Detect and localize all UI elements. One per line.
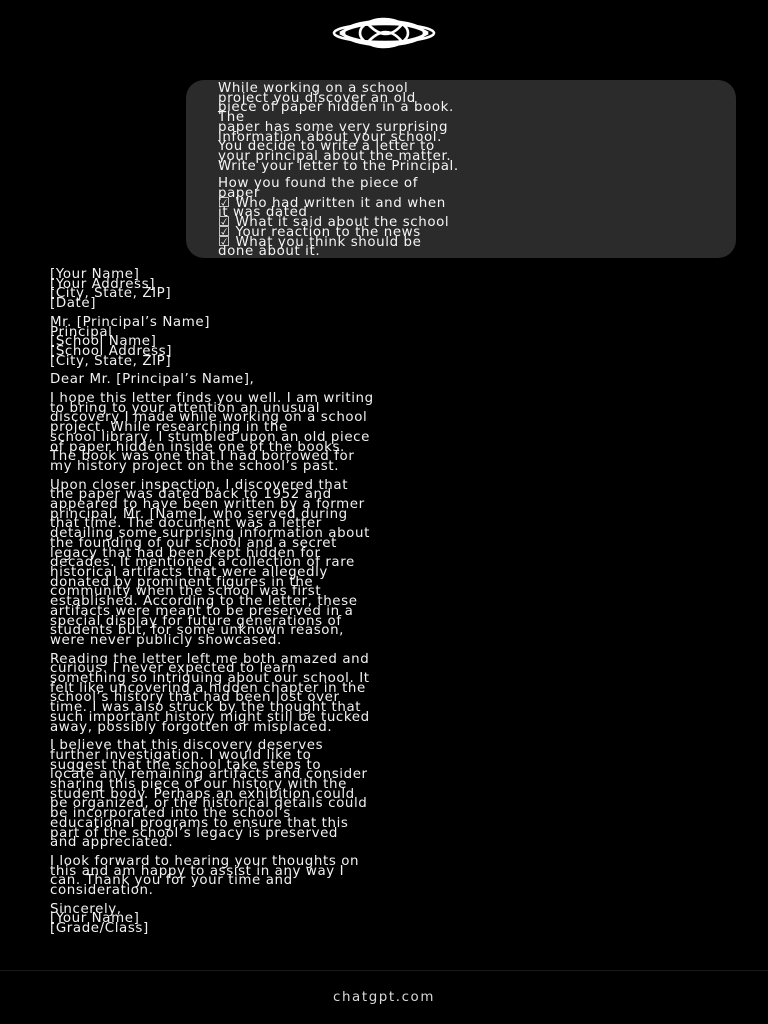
letter-salutation: Dear Mr. [Principal’s Name], — [50, 372, 255, 388]
footer-domain[interactable]: chatgpt.com — [332, 990, 435, 1005]
letter-signoff: Sincerely, [Your Name] [Grade/Class] — [50, 901, 149, 937]
letter-paragraph: I look forward to hearing your thoughts on this and am happy to assist in any way I can. Thank you for your time and consideration. — [50, 853, 360, 899]
assistant-message — [50, 267, 710, 937]
recipient-address-block: Mr. [Principal’s Name] Principal [School Name] [School Address] [City, State, ZIP] — [50, 314, 211, 369]
letter-paragraph: I hope this letter finds you well. I am writing to bring to your attention an unusual discovery I made while working on a school project. While researching in the school library, I stumbled upon an old piece of paper hidden inside one of the books. The book was one that I had borrowed for my history project on the school’s past. — [50, 391, 374, 474]
letter-paragraph: Upon closer inspection, I discovered that the paper was dated back to 1952 and appeared to have been written by a former principal, Mr. [Name], who served during that time. The document was a letter detailing some surprising information about the founding of our school and a secret legacy that had been kept hidden for decades. It mentioned a collection of rare historical artifacts that were allegedly donated by prominent figures in the community when the school was first established. According to the letter, these artifacts were meant to be preserved in a special display for future generations of students but, for some unknown reason, were never publicly showcased. — [50, 477, 370, 648]
user-message-bubble — [186, 80, 736, 258]
sender-address-block: [Your Name] [Your Address] [City, State, ZIP] [Date] — [50, 267, 172, 312]
user-message-prompt: While working on a school project you discover an old piece of paper hidden in a book. The paper has some very surprising information about your school. You decide to write a letter to your principal about the matter. Write your letter to the Principal. — [218, 81, 459, 174]
footer-divider — [0, 970, 768, 971]
openai-logo-icon — [330, 16, 438, 50]
letter-paragraph: Reading the letter left me both amazed and curious. I never expected to learn something so intriguing about our school. It felt like uncovering a hidden chapter in the school’s history that had been lost over time. I was also struck by the thought that such important history might still be tucked away, possibly forgotten or misplaced. — [50, 651, 370, 735]
user-message-checklist: How you found the piece of paper ☑ Who had written it and when it was dated ☑ What it said about the school ☑ Your reaction to the news ☑ What you think should be done about it. — [218, 176, 450, 258]
letter-paragraph: I believe that this discovery deserves further investigation. I would like to suggest that the school take steps to locate any remaining artifacts and consider sharing this piece of our history with the student body. Perhaps an exhibition could be organized, or the historical details could be incorporated into the school’s educational programs to ensure that this part of the school’s legacy is preserved and appreciated. — [50, 738, 368, 851]
